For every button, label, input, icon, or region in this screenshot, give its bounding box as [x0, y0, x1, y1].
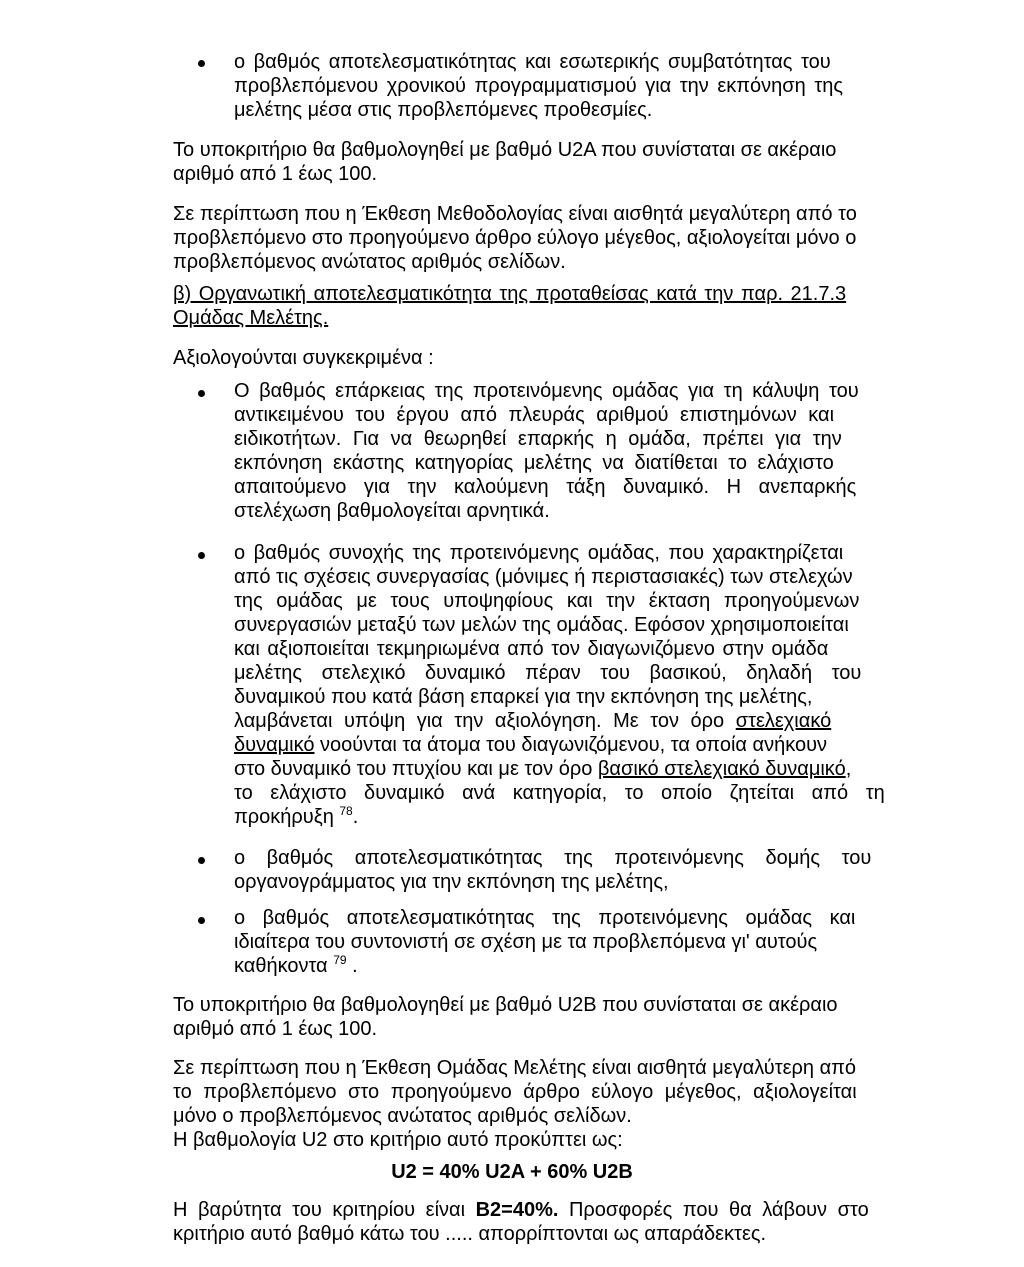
text: Η βαρύτητα του κριτηρίου είναι: [173, 1199, 476, 1221]
text: προκήρυξη: [234, 806, 340, 828]
footnote-ref: 79: [333, 953, 347, 967]
u2b-para-line-2: αριθμό από 1 έως 100.: [173, 1018, 378, 1040]
text: .: [352, 806, 359, 828]
term-underlined: στελεχιακό: [735, 710, 832, 732]
bullet2-line-2: αντικειμένου του έργου από πλευράς αριθμού επιστημόνων και: [234, 404, 835, 426]
bullet4-line-1: ο βαθμός αποτελεσματικότητας της προτεινόμενης δομής του: [234, 847, 872, 869]
term-underlined: βασικό στελεχιακό δυναμικό: [597, 758, 846, 780]
text: λαμβάνεται υπόψη για την αξιολόγηση. Με τον όρο: [234, 710, 736, 732]
excess-method-line-2: προβλεπόμενο στο προηγούμενο άρθρο εύλογο μέγεθος, αξιολογείται μόνο ο: [173, 227, 857, 249]
text: νοούνται τα άτομα του διαγωνιζόμενου, τα οποία ανήκουν: [314, 734, 828, 756]
bullet3-line-10: [234, 757, 851, 781]
bullet2-line-5: απαιτούμενο για την καλούμενη τάξη δυναμικό. Η ανεπαρκής: [234, 476, 857, 498]
text: καθήκοντα: [234, 955, 334, 977]
bullet3-line-6: μελέτης στελεχικό δυναμικό πέραν του βασικού, δηλαδή του: [234, 662, 862, 684]
u2a-para-line-1: Το υποκριτήριο θα βαθμολογηθεί με βαθμό U2A που συνίσταται σε ακέραιο: [173, 139, 837, 161]
excess-team-line-2: το προβλεπόμενο στο προηγούμενο άρθρο εύλογο μέγεθος, αξιολογείται: [173, 1081, 857, 1103]
section-heading-b-line-2: Ομάδας Μελέτης.: [173, 307, 329, 329]
section-heading-b-line-1: β) Οργανωτική αποτελεσματικότητα της προταθείσας κατά την παρ. 21.7.3: [173, 283, 847, 305]
excess-team-line-1: Σε περίπτωση που η Έκθεση Ομάδας Μελέτης είναι αισθητά μεγαλύτερη από: [173, 1057, 857, 1079]
bullet3-line-12: [234, 805, 358, 829]
score-intro: Η βαθμολογία U2 στο κριτήριο αυτό προκύπτει ως:: [173, 1129, 623, 1151]
bullet1-line-1: ο βαθμός αποτελεσματικότητας και εσωτερικής συμβατότητας του: [234, 51, 831, 73]
excess-method-line-3: προβλεπόμενος ανώτατος αριθμός σελίδων.: [173, 251, 566, 273]
intro-text: Αξιολογούνται συγκεκριμένα :: [173, 347, 434, 369]
excess-team-line-3: μόνο ο προβλεπόμενος ανώτατος αριθμός σελίδων.: [173, 1105, 632, 1127]
bullet1-line-3: μελέτης μέσα στις προβλεπόμενες προθεσμίες.: [234, 99, 653, 121]
bullet-marker: [198, 917, 205, 924]
bullet3-line-5: και αξιοποιείται τεκμηριωμένα από τον διαγωνιζόμενο στην ομάδα: [234, 638, 829, 660]
bullet3-line-2: από τις σχέσεις συνεργασίας (μόνιμες ή περιστασιακές) των στελεχών: [234, 566, 853, 588]
weight-value: Β2=40%.: [475, 1199, 559, 1221]
bullet2-line-1: Ο βαθμός επάρκειας της προτεινόμενης ομάδας για τη κάλυψη του: [234, 380, 859, 402]
u2b-para-line-1: Το υποκριτήριο θα βαθμολογηθεί με βαθμό U2B που συνίσταται σε ακέραιο: [173, 994, 838, 1016]
term-underlined: δυναμικό: [234, 734, 315, 756]
bullet2-line-4: εκπόνηση εκάστης κατηγορίας μελέτης να διατίθεται το ελάχιστο: [234, 452, 834, 474]
bullet3-line-4: συνεργασιών μεταξύ των μελών της ομάδας. Εφόσον χρησιμοποιείται: [234, 614, 849, 636]
text: ,: [845, 758, 852, 780]
bullet-marker: [198, 552, 205, 559]
bullet-marker: [198, 857, 205, 864]
bullet2-line-3: ειδικοτήτων. Για να θεωρηθεί επαρκής η ομάδα, πρέπει για την: [234, 428, 842, 450]
bullet3-line-11: το ελάχιστο δυναμικό ανά κατηγορία, το οποίο ζητείται από τη: [234, 782, 885, 804]
bullet3-line-9: [234, 733, 827, 757]
bullet4-line-2: οργανογράμματος για την εκπόνηση της μελέτης,: [234, 871, 669, 893]
bullet5-line-1: ο βαθμός αποτελεσματικότητας της προτεινόμενης ομάδας και: [234, 907, 856, 929]
bullet3-line-7: δυναμικού που κατά βάση επαρκεί για την εκπόνηση της μελέτης,: [234, 686, 813, 708]
text: στο δυναμικό του πτυχίου και με τον όρο: [234, 758, 598, 780]
bullet3-line-3: της ομάδας με τους υποψηφίους και την έκταση προηγούμενων: [234, 590, 860, 612]
bullet5-line-2: ιδιαίτερα του συντονιστή σε σχέση με τα προβλεπόμενα γι' αυτούς: [234, 931, 818, 953]
u2a-para-line-2: αριθμό από 1 έως 100.: [173, 163, 378, 185]
weight-line-1: [173, 1198, 869, 1222]
bullet3-line-1: ο βαθμός συνοχής της προτεινόμενης ομάδας, που χαρακτηρίζεται: [234, 542, 844, 564]
text: .: [346, 955, 358, 977]
excess-method-line-1: Σε περίπτωση που η Έκθεση Μεθοδολογίας είναι αισθητά μεγαλύτερη από το: [173, 203, 857, 225]
bullet5-line-3: [234, 954, 358, 978]
bullet-marker: [198, 60, 205, 67]
bullet3-line-8: [234, 709, 831, 733]
weight-line-2: κριτήριο αυτό βαθμό κάτω του ..... απορρίπτονται ως απαράδεκτες.: [173, 1223, 767, 1245]
bullet1-line-2: προβλεπόμενου χρονικού προγραμματισμού για την εκπόνηση της: [234, 75, 843, 97]
formula: U2 = 40% U2A + 60% U2B: [391, 1161, 633, 1183]
bullet2-line-6: στελέχωση βαθμολογείται αρνητικά.: [234, 500, 550, 522]
footnote-ref: 78: [339, 804, 353, 818]
bullet-marker: [198, 390, 205, 397]
text: Προσφορές που θα λάβουν στο: [558, 1199, 869, 1221]
